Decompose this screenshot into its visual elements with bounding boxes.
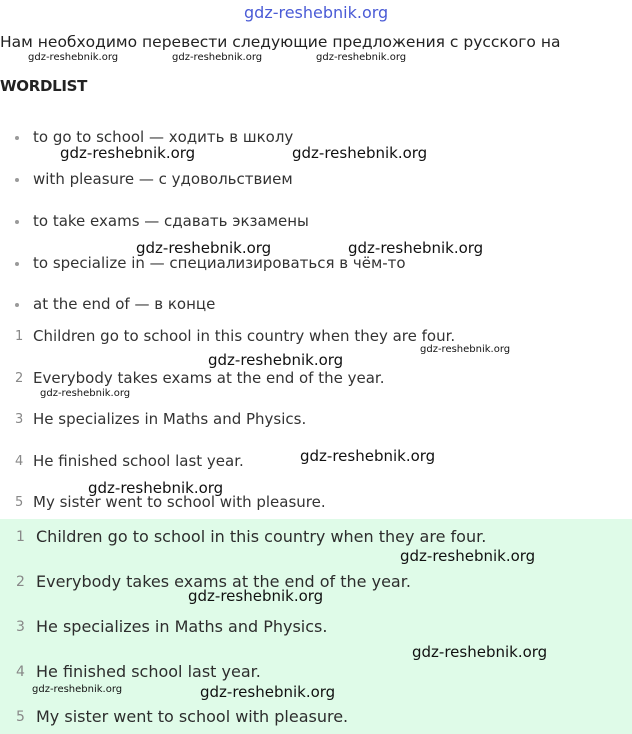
bullet-icon (15, 178, 19, 182)
watermark: gdz-reshebnik.org (40, 388, 131, 399)
watermark: gdz-reshebnik.org (400, 547, 536, 565)
watermark: gdz-reshebnik.org (292, 144, 428, 162)
watermark: gdz-reshebnik.org (188, 587, 324, 605)
watermark: gdz-reshebnik.org (136, 239, 272, 257)
watermark: gdz-reshebnik.org (32, 684, 123, 695)
answer-number: 4 (16, 664, 25, 680)
answer-sentence: Everybody takes exams at the end of the year. (36, 572, 411, 591)
bullet-icon (15, 262, 19, 266)
exercise-sentence: Everybody takes exams at the end of the year. (33, 369, 385, 387)
bullet-icon (15, 136, 19, 140)
watermark: gdz-reshebnik.org (300, 447, 436, 465)
item-number: 5 (15, 495, 24, 510)
intro-text: Нам необходимо перевести следующие предложения с русского на (0, 33, 561, 51)
answer-number: 3 (16, 619, 25, 635)
wordlist-item: at the end of — в конце (33, 295, 216, 313)
answer-number: 1 (16, 529, 25, 545)
watermark: gdz-reshebnik.org (208, 351, 344, 369)
watermark: gdz-reshebnik.org (60, 144, 196, 162)
answer-sentence: Children go to school in this country when they are four. (36, 527, 487, 546)
watermark: gdz-reshebnik.org (316, 52, 407, 63)
watermark: gdz-reshebnik.org (200, 683, 336, 701)
exercise-sentence: He finished school last year. (33, 452, 244, 470)
item-number: 4 (15, 454, 24, 469)
watermark: gdz-reshebnik.org (420, 344, 511, 355)
watermark: gdz-reshebnik.org (348, 239, 484, 257)
watermark: gdz-reshebnik.org (412, 643, 548, 661)
exercise-sentence: My sister went to school with pleasure. (33, 493, 326, 511)
answer-number: 5 (16, 709, 25, 725)
watermark: gdz-reshebnik.org (88, 479, 224, 497)
wordlist-item: to take exams — сдавать экзамены (33, 212, 309, 230)
exercise-sentence: He specializes in Maths and Physics. (33, 410, 307, 428)
item-number: 3 (15, 412, 24, 427)
watermark: gdz-reshebnik.org (172, 52, 263, 63)
wordlist-item: to specialize in — специализироваться в чём-то (33, 254, 406, 272)
site-title[interactable]: gdz-reshebnik.org (244, 3, 389, 22)
item-number: 1 (15, 329, 24, 344)
wordlist-item: to go to school — ходить в школу (33, 128, 294, 146)
answer-sentence: My sister went to school with pleasure. (36, 707, 349, 726)
wordlist-heading: WORDLIST (0, 77, 88, 95)
watermark: gdz-reshebnik.org (28, 52, 119, 63)
answer-number: 2 (16, 574, 25, 590)
item-number: 2 (15, 371, 24, 386)
bullet-icon (15, 220, 19, 224)
answer-sentence: He specializes in Maths and Physics. (36, 617, 328, 636)
answer-sentence: He finished school last year. (36, 662, 261, 681)
exercise-sentence: Children go to school in this country when they are four. (33, 327, 456, 345)
bullet-icon (15, 303, 19, 307)
wordlist-item: with pleasure — с удовольствием (33, 170, 293, 188)
